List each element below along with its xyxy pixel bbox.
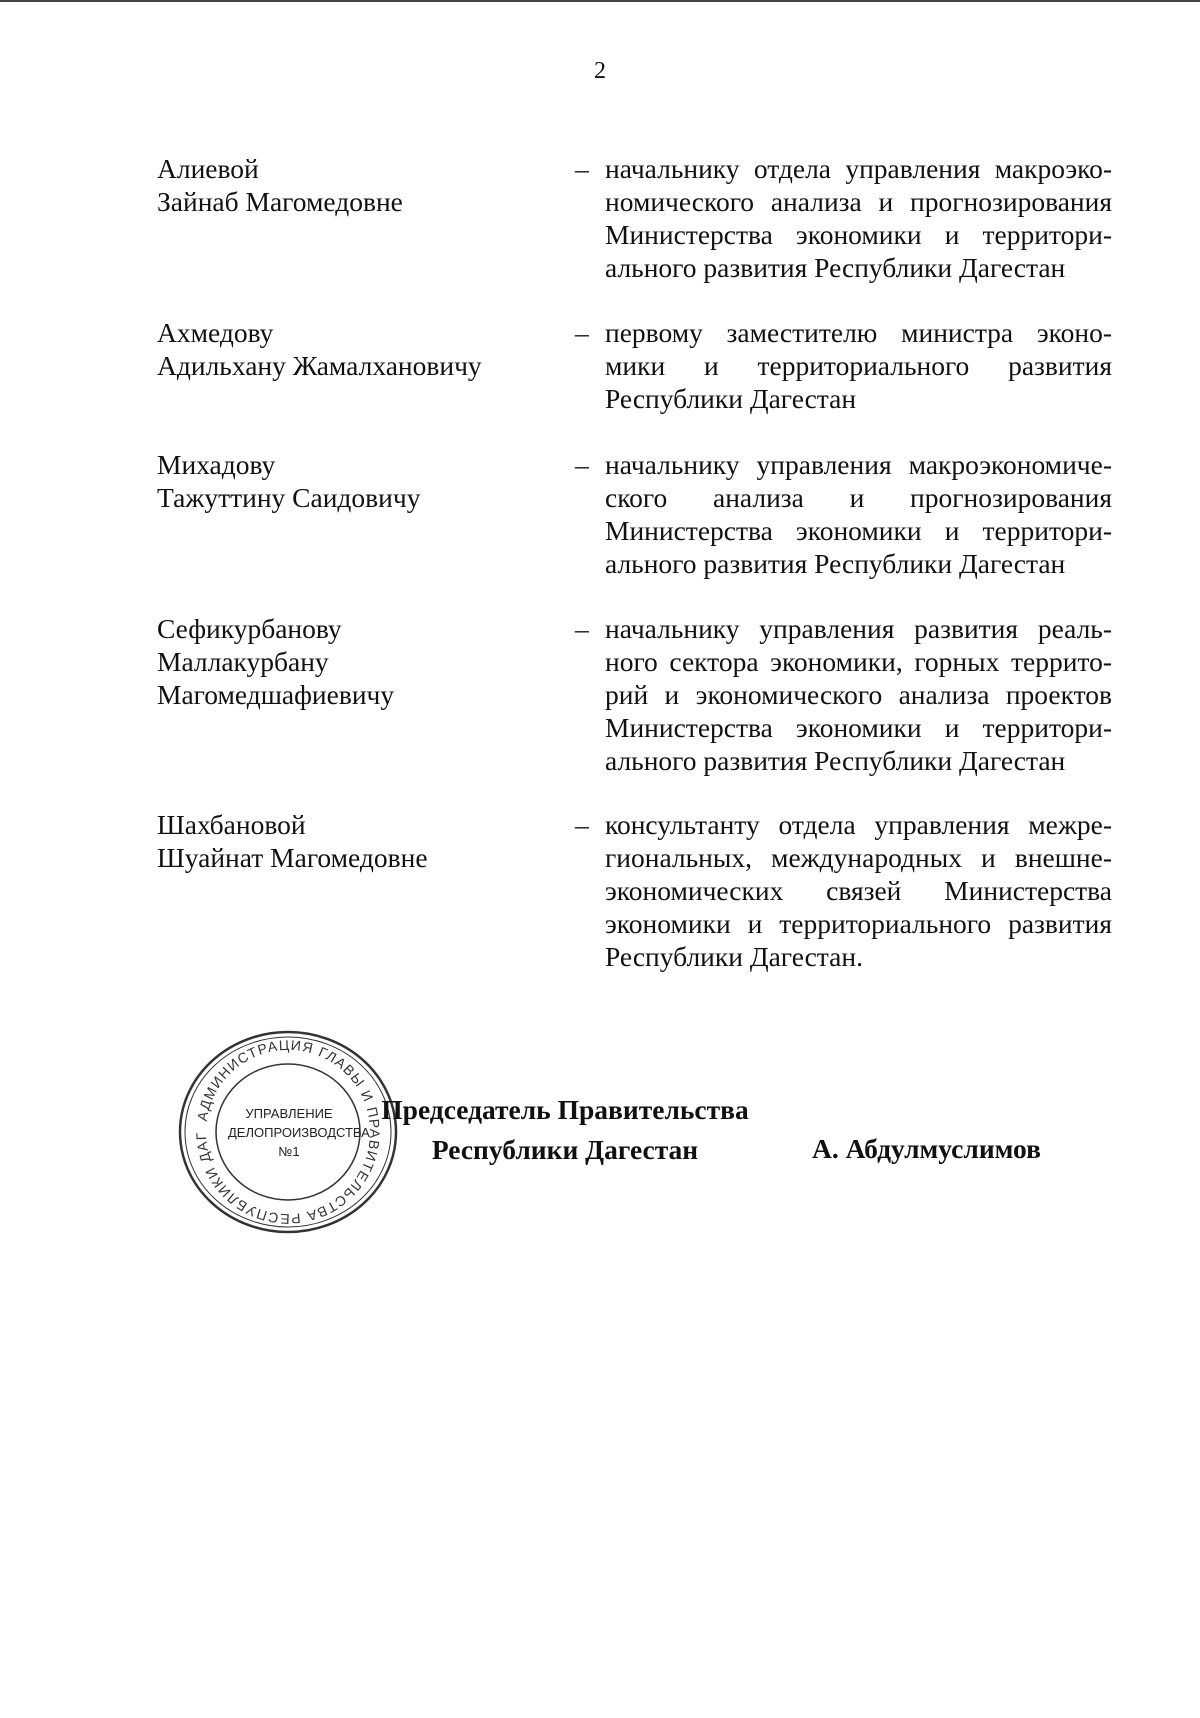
appointee-name-line: Сефикурбанову	[157, 613, 342, 644]
appointee-name-line: Шуайнат Магомедовне	[157, 842, 428, 873]
appointee-position-line: ного сектора экономики, горных террито-	[605, 646, 1112, 677]
appointee-position	[605, 612, 1112, 777]
stamp-line-2: ДЕЛОПРОИЗВОДСТВА	[228, 1125, 370, 1140]
entry-dash: –	[575, 809, 589, 840]
appointee-name-line: Михадову	[157, 449, 276, 480]
appointee-position-line: ского анализа и прогнозирования	[605, 482, 1112, 513]
appointee-position-line: первому заместителю министра эконо-	[605, 317, 1112, 348]
appointee-name-line: Адильхану Жамалхановичу	[157, 350, 482, 381]
appointee-position-line: экономических связей Министерства	[605, 875, 1112, 906]
page-number: 2	[594, 58, 606, 84]
signatory-title	[370, 1090, 760, 1170]
appointee-position	[605, 152, 1112, 284]
entry-dash: –	[575, 317, 589, 348]
appointee-name	[157, 808, 428, 874]
appointee-position-line: гиональных, международных и внешне-	[605, 842, 1112, 873]
appointee-position-line: рий и экономического анализа проектов	[605, 679, 1112, 710]
appointee-position-line: номического анализа и прогнозирования	[605, 186, 1112, 217]
appointee-name-line: Ахмедову	[157, 317, 274, 348]
appointee-name-line: Магомедшафиевичу	[157, 679, 395, 710]
appointee-position-line: консультанту отдела управления межре-	[605, 809, 1112, 840]
appointee-position-line: ального развития Республики Дагестан	[605, 745, 1066, 776]
appointee-name-line: Алиевой	[157, 153, 259, 184]
signatory-title-line-1: Председатель Правительства	[381, 1094, 749, 1125]
stamp-line-1: УПРАВЛЕНИЕ	[245, 1106, 333, 1121]
appointee-position-line: ального развития Республики Дагестан	[605, 548, 1066, 579]
appointee-position	[605, 316, 1112, 415]
appointee-position	[605, 808, 1112, 973]
appointee-position-line: начальнику управления развития реаль-	[605, 613, 1112, 644]
stamp-line-3: №1	[278, 1144, 300, 1159]
entry-dash: –	[575, 613, 589, 644]
appointee-position-line: начальнику отдела управления макроэко-	[605, 153, 1112, 184]
appointee-name-line: Маллакурбану	[157, 646, 329, 677]
appointee-position-line: экономики и территориального развития	[605, 908, 1112, 939]
stamp-center-text	[228, 1104, 370, 1161]
appointee-position-line: Министерства экономики и территори-	[605, 515, 1112, 546]
appointee-position-line: Министерства экономики и территори-	[605, 219, 1112, 250]
appointee-name	[157, 152, 403, 218]
appointee-name	[157, 612, 394, 711]
appointee-position-line: начальнику управления макроэкономиче-	[605, 449, 1112, 480]
appointee-position-line: мики и территориального развития	[605, 350, 1112, 381]
appointee-name-line: Шахбановой	[157, 809, 306, 840]
appointee-name	[157, 316, 482, 382]
appointee-name	[157, 448, 420, 514]
appointee-position	[605, 448, 1112, 580]
appointee-position-line: Министерства экономики и территори-	[605, 712, 1112, 743]
signatory-title-line-2: Республики Дагестан	[431, 1134, 699, 1165]
stamp-ring-text: АДМИНИСТРАЦИЯ ГЛАВЫ И ПРАВИТЕЛЬСТВА РЕСПУБЛИКИ ДАГ	[192, 1036, 384, 1228]
entry-dash: –	[575, 153, 589, 184]
appointee-position-line: ального развития Республики Дагестан	[605, 252, 1066, 283]
appointee-position-line: Республики Дагестан	[605, 383, 857, 414]
appointee-name-line: Зайнаб Магомедовне	[157, 186, 403, 217]
entry-dash: –	[575, 449, 589, 480]
signatory-name: А. Абдулмуслимов	[812, 1133, 1041, 1164]
appointee-name-line: Тажуттину Саидовичу	[157, 482, 421, 513]
top-border	[0, 0, 1200, 2]
appointee-position-line: Республики Дагестан.	[605, 941, 863, 972]
